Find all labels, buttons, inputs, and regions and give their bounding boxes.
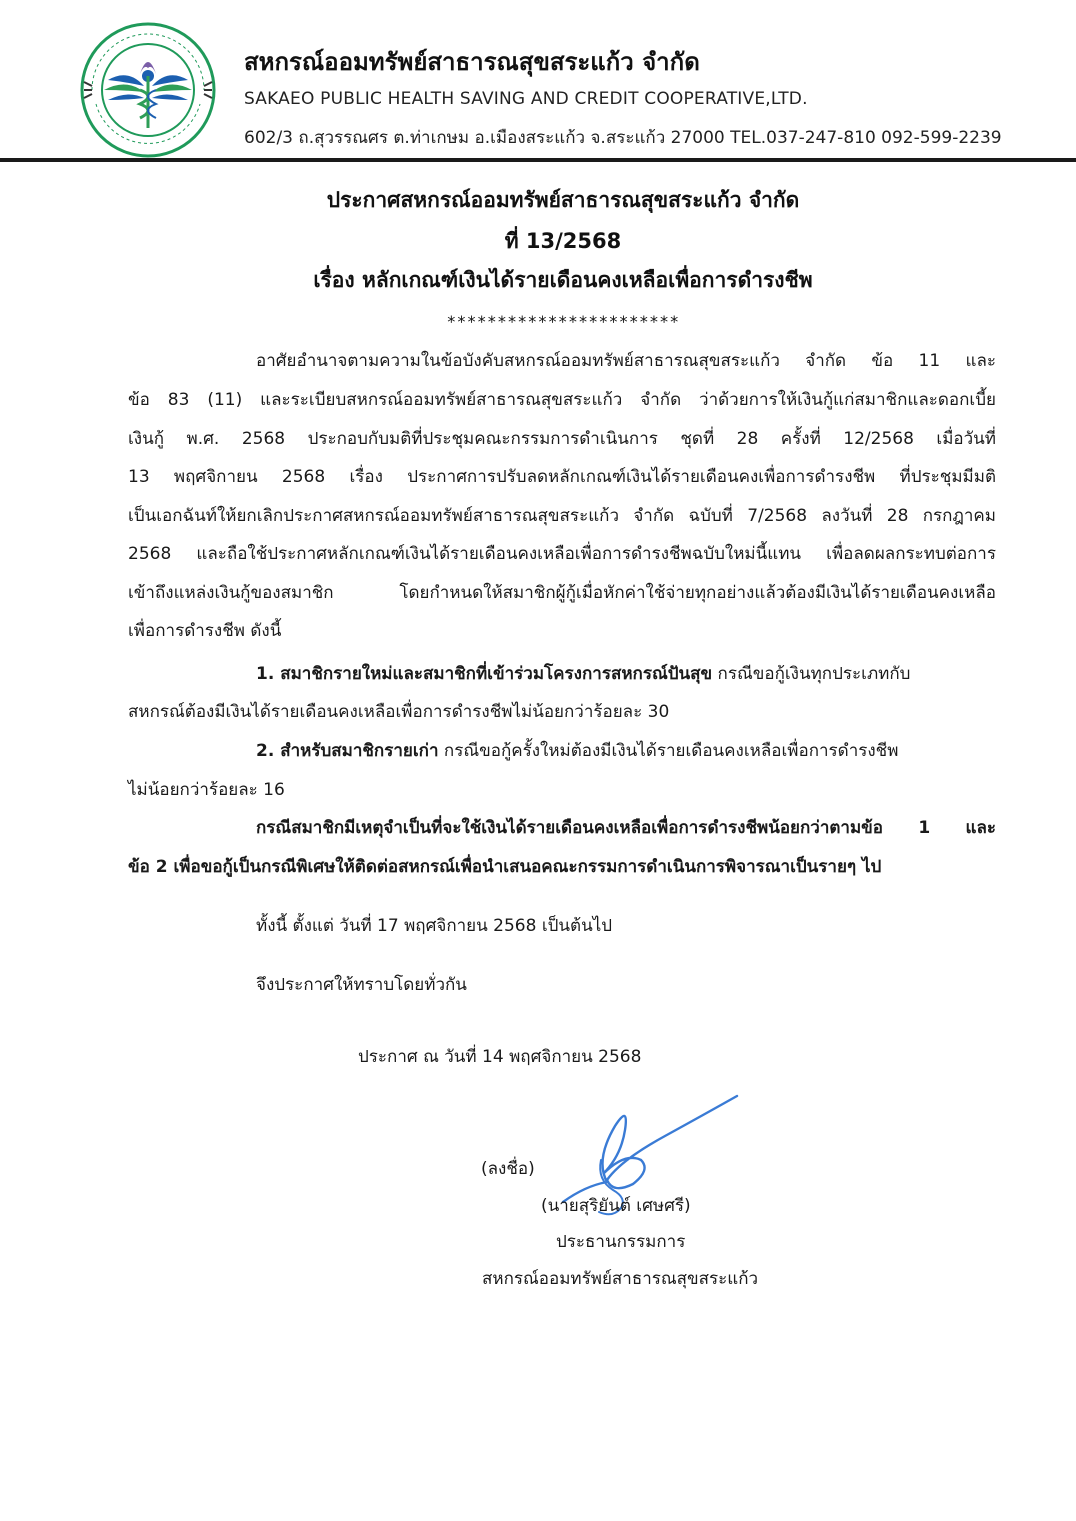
criteria-item-1 (256, 662, 996, 686)
announcement-date: ประกาศ ณ วันที่ 14 พฤศจิกายน 2568 (358, 1047, 642, 1067)
signed-label: (ลงชื่อ) (481, 1159, 535, 1179)
cooperative-seal-logo-icon (78, 20, 218, 160)
special-case-line: ข้อ 2 เพื่อขอกู้เป็นกรณีพิเศษให้ติดต่อสหกรณ์เพื่อนำเสนอคณะกรรมการดำเนินการพิจารณาเป็นรายๆ ไป (128, 857, 882, 877)
paragraph-line: 13 พฤศจิกายน 2568 เรื่อง ประกาศการปรับลดหลักเกณฑ์เงินได้รายเดือนคงเพื่อการดำรงชีพ ที่ประชุมมีมติ (128, 467, 996, 487)
criteria-item-2-continuation: ไม่น้อยกว่าร้อยละ 16 (128, 780, 285, 800)
notice-text: จึงประกาศให้ทราบโดยทั่วกัน (256, 975, 467, 995)
criteria-item-2-heading: 2. สำหรับสมาชิกรายเก่า (256, 741, 439, 761)
criteria-item-2-text: กรณีขอกู้ครั้งใหม่ต้องมีเงินได้รายเดือนคงเหลือเพื่อการดำรงชีพ (438, 741, 899, 761)
special-case-line: กรณีสมาชิกมีเหตุจำเป็นที่จะใช้เงินได้รายเดือนคงเหลือเพื่อการดำรงชีพน้อยกว่าตามข้อ 1 และ (256, 818, 996, 838)
paragraph-line: เงินกู้ พ.ศ. 2568 ประกอบกับมติที่ประชุมคณะกรรมการดำเนินการ ชุดที่ 28 ครั้งที่ 12/2568 เมื่อวันที่ (128, 429, 996, 449)
paragraph-line: อาศัยอำนาจตามความในข้อบังคับสหกรณ์ออมทรัพย์สาธารณสุขสระแก้ว จำกัด ข้อ 11 และ (256, 351, 996, 371)
organization-address: 602/3 ถ.สุวรรณศร ต.ท่าเกษม อ.เมืองสระแก้ว จ.สระแก้ว 27000 TEL.037-247-810 092-599-2239 (244, 128, 1002, 148)
paragraph-line: เพื่อการดำรงชีพ ดังนี้ (128, 621, 282, 641)
criteria-item-2 (256, 739, 996, 763)
signer-organization: สหกรณ์ออมทรัพย์สาธารณสุขสระแก้ว (482, 1269, 759, 1289)
announcement-title: ประกาศสหกรณ์ออมทรัพย์สาธารณสุขสระแก้ว จำกัด (326, 188, 800, 212)
organization-name-english: SAKAEO PUBLIC HEALTH SAVING AND CREDIT COOPERATIVE,LTD. (244, 89, 808, 109)
announcement-number: ที่ 13/2568 (504, 229, 622, 253)
announcement-subject: เรื่อง หลักเกณฑ์เงินได้รายเดือนคงเหลือเพื่อการดำรงชีพ (313, 268, 813, 292)
signer-title: ประธานกรรมการ (556, 1232, 686, 1252)
criteria-item-1-continuation: สหกรณ์ต้องมีเงินได้รายเดือนคงเหลือเพื่อการดำรงชีพไม่น้อยกว่าร้อยละ 30 (128, 702, 670, 722)
signer-name: (นายสุริยันต์ เศษศรี) (541, 1196, 691, 1216)
title-separator: *********************** (446, 312, 680, 331)
effective-date: ทั้งนี้ ตั้งแต่ วันที่ 17 พฤศจิกายน 2568 เป็นต้นไป (256, 916, 613, 936)
paragraph-line: ข้อ 83 (11) และระเบียบสหกรณ์ออมทรัพย์สาธารณสุขสระแก้ว จำกัด ว่าด้วยการให้เงินกู้แก่สมาชิกและดอกเบี้ย (128, 390, 996, 410)
paragraph-line: เข้าถึงแหล่งเงินกู้ของสมาชิก โดยกำหนดให้สมาชิกผู้กู้เมื่อหักค่าใช้จ่ายทุกอย่างแล้วต้องมีเงินได้รายเดือนคงเหลือ (128, 583, 996, 603)
criteria-item-1-text: กรณีขอกู้เงินทุกประเภทกับ (712, 664, 911, 684)
header-divider (0, 158, 1076, 162)
paragraph-line: 2568 และถือใช้ประกาศหลักเกณฑ์เงินได้รายเดือนคงเหลือเพื่อการดำรงชีพฉบับใหม่นี้แทน เพื่อลดผลกระทบต่อการ (128, 544, 996, 564)
criteria-item-1-heading: 1. สมาชิกรายใหม่และสมาชิกที่เข้าร่วมโครงการสหกรณ์ปันสุข (256, 664, 713, 684)
organization-name-thai: สหกรณ์ออมทรัพย์สาธารณสุขสระแก้ว จำกัด (244, 48, 700, 76)
paragraph-line: เป็นเอกฉันท์ให้ยกเลิกประกาศสหกรณ์ออมทรัพย์สาธารณสุขสระแก้ว จำกัด ฉบับที่ 7/2568 ลงวันที่ 28 กรกฎาคม (128, 506, 996, 526)
